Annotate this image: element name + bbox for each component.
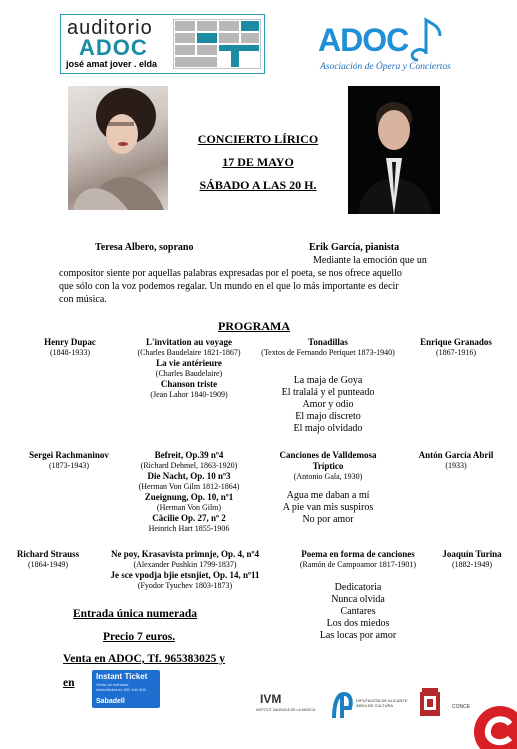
garcia-abril-song-list (252, 490, 404, 526)
list-item: Amor y odio (302, 399, 354, 410)
work-title: Befreit, Op.39 nº4 (154, 450, 224, 460)
turina-song-list (284, 582, 432, 642)
programa-heading: PROGRAMA (218, 319, 290, 333)
strauss-works: Befreit, Op.39 nº4 (Richard Dehmel, 1863-1920) Die Nacht, Op. 10 nº3 (Herman Von Gilm 1812-1864) Zueignung, Op. 10, nº1 (Herman Von Gilm) Cäcilie Op. 27, nº 2 Heinrich Hart 1855-1906 (124, 450, 254, 534)
garcia-abril-cycle: Canciones de Valldemosa Tríptico (Antonio Gala, 1930) (279, 450, 377, 481)
concert-time: SÁBADO A LAS 20 H. (199, 178, 317, 192)
intro-line-3: que sólo con la voz podemos regalar. Un mundo en el que lo más importante es decir (59, 281, 399, 292)
concert-title: CONCIERTO LÍRICO (197, 132, 319, 146)
auditorio-adoc-logo (60, 14, 265, 74)
logo-line-jose-amat: josé amat jover . elda (66, 59, 158, 69)
list-item: El majo discreto (295, 411, 361, 422)
ivm-logo: IVM INSTITUT VALENCIÀ DE LA MÚSICA (256, 692, 316, 712)
work-title: Cäcilie Op. 27, nº 2 (152, 513, 226, 523)
list-item: No por amor (302, 514, 354, 525)
list-item: La maja de Goya (293, 375, 363, 386)
work-title: Ne poy, Krasavista primnje, Op. 4, nº4 (111, 549, 259, 559)
music-note-icon (410, 16, 444, 62)
intro-line-4: con música. (59, 294, 107, 305)
red-c-logo-icon (470, 700, 517, 749)
asoc-logo-mark: ADOC (318, 22, 409, 58)
list-item: Las locas por amor (319, 630, 397, 641)
composer-rachmaninov: Sergei Rachmaninov (1873-1943) (29, 450, 109, 470)
asociacion-opera-logo (318, 16, 451, 82)
work-title: Zueignung, Op. 10, nº1 (144, 492, 234, 502)
composer-granados: Enrique Granados (1867-1916) (420, 337, 492, 357)
list-item: Dedicatoria (334, 582, 382, 593)
ayuntamiento-crest (418, 688, 448, 726)
list-item: El majo olvidado (293, 423, 363, 434)
sale-en: en (63, 677, 75, 689)
list-item: Nunca olvida (331, 594, 385, 605)
logo-line-adoc: ADOC (79, 35, 148, 60)
work-title: Je sce vpodja bjie etsnjiet, Op. 14, nº11 (110, 570, 260, 580)
pianist-name: Erik García, pianista (309, 242, 400, 253)
instant-ticket-details: Venta de entradas instantticket.es 902 444 300 (96, 682, 146, 692)
list-item: El tralalá y el punteado (281, 387, 375, 398)
list-item: Agua me daban a mí (286, 490, 370, 501)
intro-line-2: compositor siente por aquellas palabras expresadas por el poeta, se nos ofrece aquello (59, 268, 402, 279)
dupac-works: L'invitation au voyage (Charles Baudelaire 1821-1867) La vie antérieure (Charles Baudelaire) Chanson triste (Jean Lahor 1840-1909) (124, 337, 254, 400)
concejalia-label: CONCE (452, 704, 471, 710)
concert-title-block (150, 128, 366, 197)
work-title: Chanson triste (160, 379, 218, 389)
work-title: La vie antérieure (156, 358, 222, 368)
entry-info: Entrada única numerada (73, 608, 197, 620)
list-item: A pie van mis suspiros (282, 502, 374, 513)
list-item: Los dos miedos (326, 618, 390, 629)
granados-song-list (252, 375, 404, 435)
rachmaninov-works: Ne poy, Krasavista primnje, Op. 4, nº4 (Alexander Pushkin 1799-1837) Je sce vpodja bjie etsnjiet, Op. 14, nº11 (Fyodor Tyuchev 1803-1873) (92, 549, 278, 591)
composer-garcia-abril: Antón García Abril (1933) (418, 450, 494, 470)
soprano-name: Teresa Albero, soprano (95, 242, 194, 253)
intro-line-1: Mediante la emoción que un (313, 255, 427, 266)
work-title: L'invitation au voyage (145, 337, 232, 347)
crest-icon (418, 688, 442, 722)
granados-cycle: Tonadillas (Textos de Fernando Periquet 1873-1940) (261, 337, 395, 357)
diputacion-mark-icon (330, 690, 354, 720)
composer-dupac: Henry Dupac (1848-1933) (44, 337, 96, 357)
list-item: Cantares (340, 606, 376, 617)
instant-ticket-logo[interactable] (92, 670, 160, 708)
price-info: Precio 7 euros. (103, 631, 176, 643)
work-title: Die Nacht, Op. 10 nº3 (147, 471, 231, 481)
composer-strauss: Richard Strauss (1864-1949) (16, 549, 80, 569)
concert-date: 17 DE MAYO (222, 155, 294, 169)
logo-line-auditorio: auditorio (67, 17, 153, 39)
sabadell-label: Sabadell (96, 698, 125, 705)
turina-cycle: Poema en forma de canciones (Ramón de Campoamor 1817-1901) (299, 549, 417, 569)
sale-info: Venta en ADOC, Tf. 965383025 y (63, 653, 225, 665)
diputacion-logo: DIPUTACIÓN DE ALICANTE ÁREA DE CULTURA (330, 690, 410, 726)
instant-ticket-label: Instant Ticket (96, 672, 148, 681)
building-grid-icon (173, 19, 261, 69)
asoc-logo-tagline: Asociación de Ópera y Conciertos (320, 62, 451, 72)
composer-turina: Joaquín Turina (1882-1949) (442, 549, 502, 569)
